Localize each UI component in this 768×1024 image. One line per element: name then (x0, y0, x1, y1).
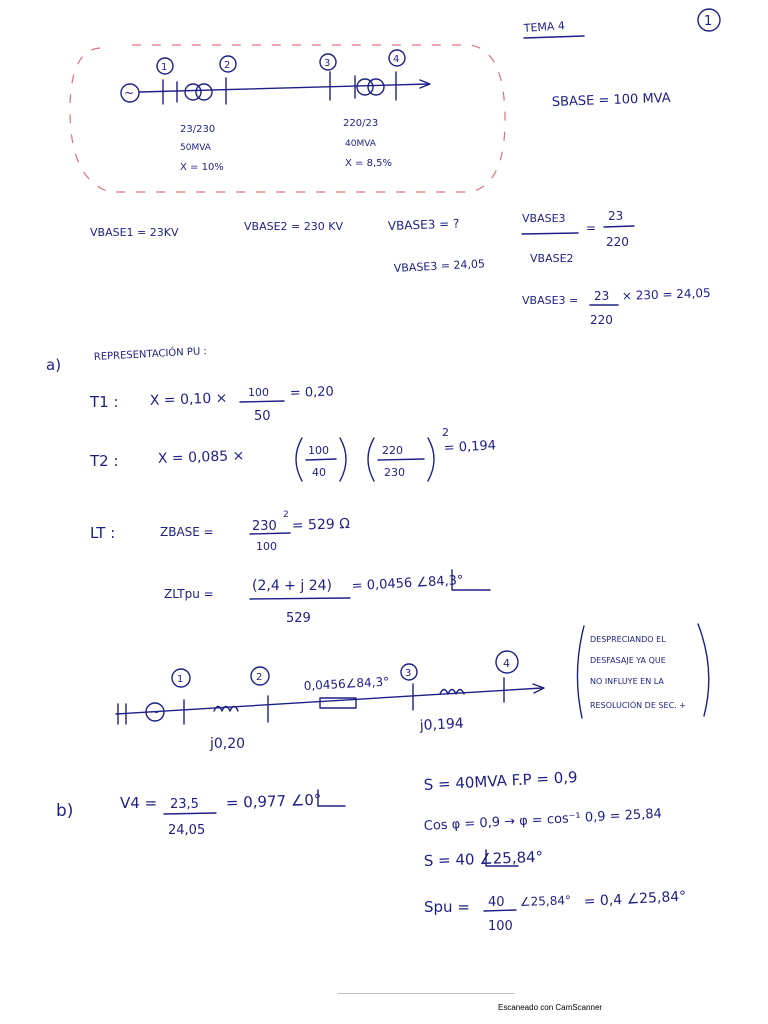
sbase: SBASE = 100 MVA (551, 90, 671, 110)
zlt-numerator: (2,4 + j 24) (252, 578, 332, 594)
zlt-lhs: ZLTpu = (164, 587, 214, 601)
v4-numerator: 23,5 (170, 797, 199, 812)
vbase2: VBASE2 = 230 KV (244, 220, 343, 233)
t1-label: T1 : (90, 393, 119, 411)
t2-rating: 40MVA (345, 139, 376, 149)
handwritten-text (46, 14, 712, 934)
t2-ratio: 220/23 (343, 118, 379, 129)
t1-denominator: 50 (254, 409, 271, 424)
t2-exponent: 2 (442, 426, 449, 439)
note-line-4: RESOLUCIÓN DE SEC. + (590, 701, 686, 710)
zlt-result: = 0,0456 ∠84,3° (351, 573, 464, 594)
t1-result: = 0,20 (289, 384, 335, 401)
d2-generator-symbol: ~ (150, 705, 161, 719)
t2-f2-numerator: 220 (382, 444, 403, 457)
d1-bus-2: 2 (224, 60, 231, 71)
t2-result: = 0,194 (443, 438, 497, 456)
vbase3-calc-denominator: 220 (590, 313, 613, 327)
t2-f2-denominator: 230 (384, 466, 405, 479)
generator-symbol: ~ (124, 86, 135, 100)
d1-bus-1: 1 (161, 62, 168, 73)
ratio-r-numerator: 23 (608, 209, 624, 223)
spu-numerator: 40 (488, 895, 505, 910)
spu-lhs: Spu = (424, 898, 470, 916)
vbase3-calc-lhs: VBASE3 = (522, 294, 579, 307)
footer-divider (338, 993, 514, 994)
ratio-r-denominator: 220 (606, 235, 629, 249)
ratio-denominator: VBASE2 (530, 252, 574, 265)
t2-reactance: X = 8,5% (345, 158, 392, 169)
v4-result: = 0,977 ∠0° (225, 790, 322, 812)
vbase3-calc-numerator: 23 (594, 289, 610, 303)
t1-reactance: X = 10% (180, 162, 224, 173)
v4-denominator: 24,05 (168, 823, 206, 838)
s-polar: S = 40 ∠25,84° (423, 847, 544, 870)
t2-expression: X = 0,085 × (157, 447, 245, 467)
zbase-lhs: ZBASE = (160, 525, 214, 539)
vbase3-question: VBASE3 = ? (387, 216, 460, 233)
zbase-result: = 529 Ω (291, 515, 351, 534)
section-b-label: b) (56, 801, 74, 821)
t1-rating: 50MVA (180, 143, 211, 153)
vbase1: VBASE1 = 23KV (90, 226, 179, 239)
d2-x1: j0,20 (210, 736, 246, 752)
t1-expression: X = 0,10 × (149, 390, 228, 409)
spu-result: = 0,4 ∠25,84° (583, 888, 687, 910)
d1-bus-4: 4 (393, 54, 400, 65)
d2-bus-3: 3 (405, 668, 412, 679)
scanner-watermark: Escaneado con CamScanner (498, 1003, 603, 1012)
d2-bus-1: 1 (177, 674, 184, 685)
d2-bus-4: 4 (503, 657, 510, 670)
d2-x2: j0,194 (419, 715, 465, 734)
ratio-numerator: VBASE3 (522, 212, 566, 225)
d2-line-impedance: 0,0456∠84,3° (303, 674, 390, 693)
section-a-label: a) (46, 356, 62, 374)
zbase-numerator: 230 (252, 519, 277, 534)
t1-numerator: 100 (248, 386, 269, 399)
diagram1-drawing (70, 45, 505, 192)
ratio-equals: = (586, 221, 597, 235)
lt-label: LT : (90, 524, 116, 542)
t2-f1-denominator: 40 (312, 466, 326, 479)
t2-f1-numerator: 100 (308, 444, 329, 457)
s-line: S = 40MVA F.P = 0,9 (423, 767, 578, 794)
note-line-2: DESFASAJE YA QUE (590, 656, 666, 665)
spu-denominator: 100 (488, 919, 513, 934)
t1-ratio: 23/230 (180, 124, 216, 135)
zbase-exponent: 2 (283, 510, 289, 520)
note-line-3: NO INFLUYE EN LA (590, 677, 664, 686)
cos-line: Cos φ = 0,9 → φ = cos⁻¹ 0,9 = 25,84 (423, 806, 663, 834)
d2-bus-2: 2 (256, 672, 263, 683)
zlt-denominator: 529 (286, 611, 311, 626)
section-a-heading: REPRESENTACIÓN PU : (93, 346, 208, 363)
tema-label: TEMA 4 (523, 19, 566, 35)
zbase-denominator: 100 (256, 540, 277, 553)
spu-angle: ∠25,84° (519, 893, 572, 909)
note-line-1: DESPRECIANDO EL (590, 635, 666, 644)
d1-bus-3: 3 (324, 58, 331, 69)
v4-lhs: V4 = (120, 794, 158, 812)
page-number: 1 (704, 14, 713, 29)
t2-label: T2 : (90, 452, 119, 470)
vbase3-result: VBASE3 = 24,05 (393, 257, 486, 275)
vbase3-calc-result: × 230 = 24,05 (621, 285, 711, 303)
